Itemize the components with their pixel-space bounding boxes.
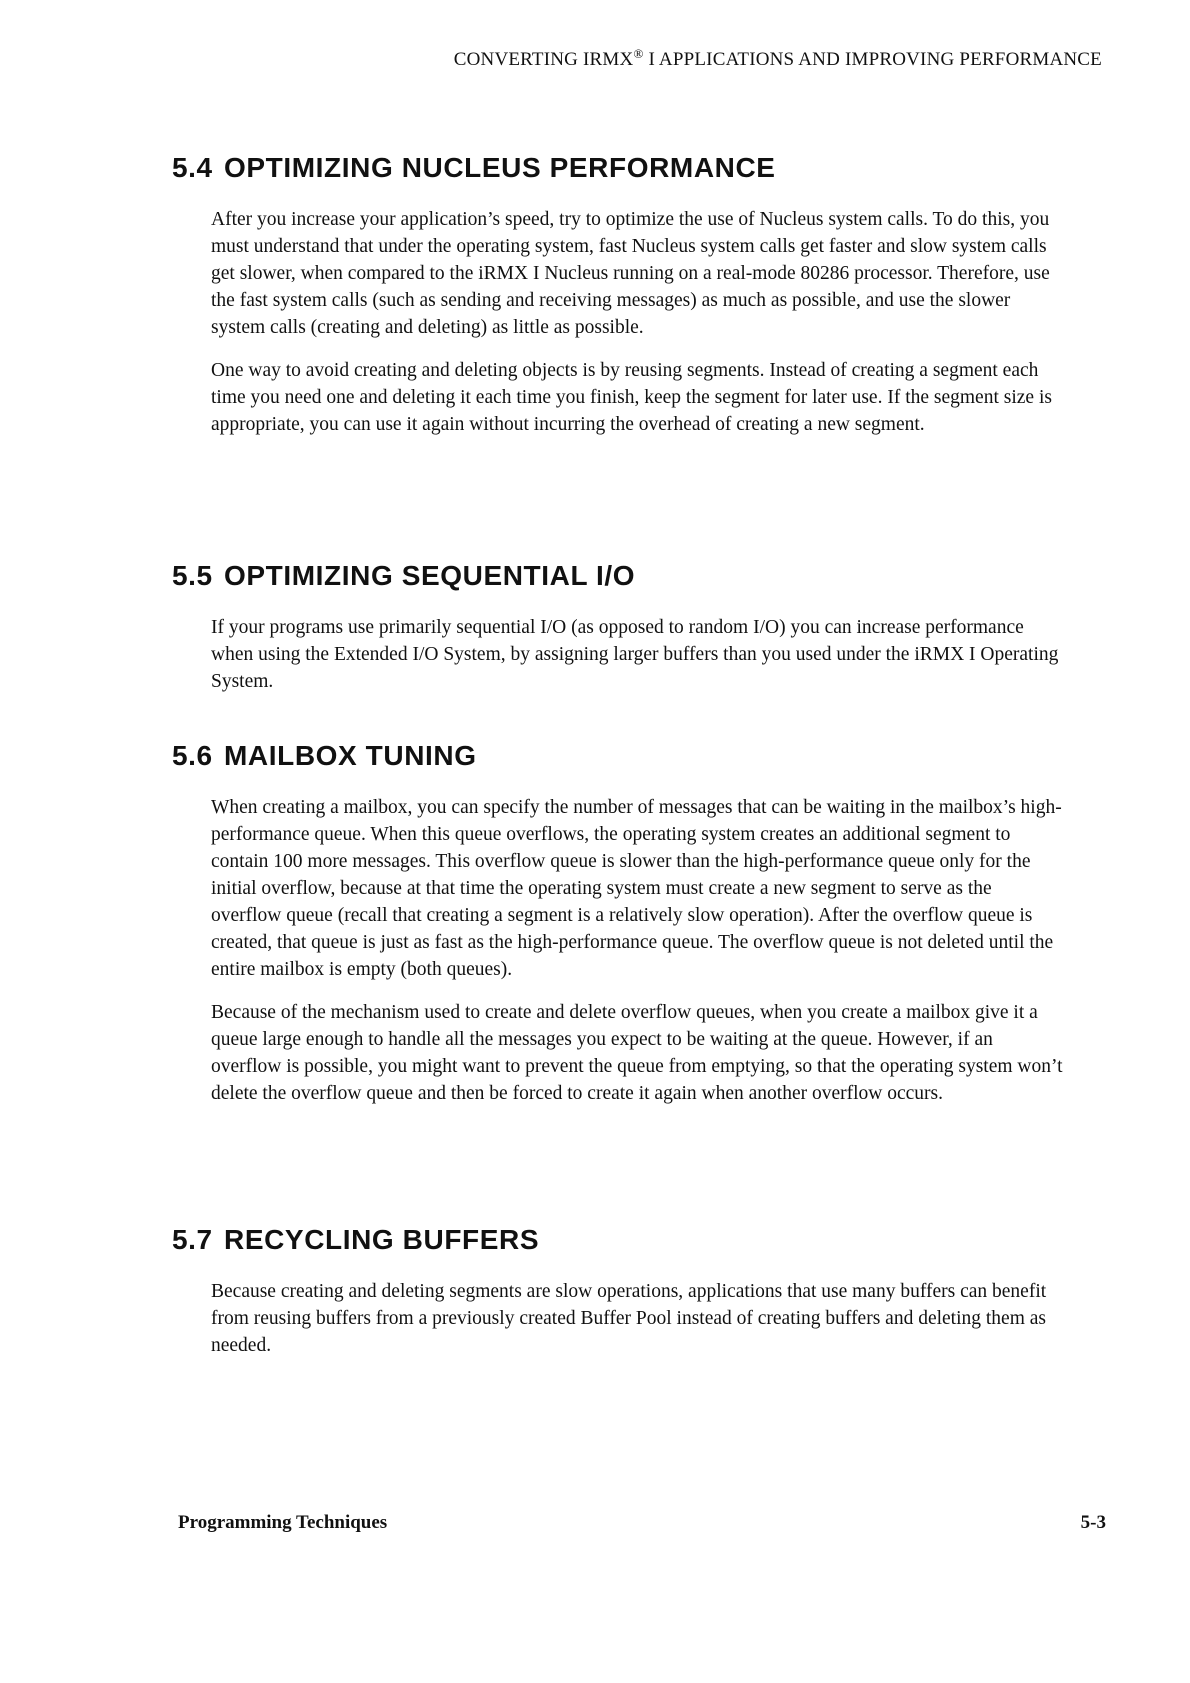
paragraph: If your programs use primarily sequential I/O (as opposed to random I/O) you can increase performance when using the Extended I/O System, by assigning larger buffers than you used under the iRMX I Operating System. (211, 617, 1059, 692)
paragraph: Because creating and deleting segments are slow operations, applications that use many buffers can benefit from reusing buffers from a previously created Buffer Pool instead of creating buffers and deleting them as needed. (211, 1281, 1047, 1356)
footer-manual-title: Programming Techniques (178, 1512, 388, 1533)
paragraph: When creating a mailbox, you can specify the number of messages that can be waiting in the mailbox’s high-performance queue. When this queue overflows, the operating system creates an additional segment to contain 100 more messages. This overflow queue is slower than the high-performance queue only for the initial overflow, because at that time the operating system must create a new segment to serve as the overflow queue (recall that creating a segment is a relatively slow operation). After the overflow queue is created, that queue is just as fast as the high-performance queue. The overflow queue is not deleted until the entire mailbox is empty (both queues). (211, 797, 1062, 980)
running-header-text-end: I APPLICATIONS AND IMPROVING PERFORMANCE (643, 49, 1102, 70)
footer-page-number: 5-3 (1080, 1512, 1106, 1533)
section-5-7 (172, 1224, 1072, 1359)
section-number: 5.6 (172, 740, 213, 771)
running-header (0, 46, 1102, 71)
section-title: MAILBOX TUNING (224, 740, 477, 771)
section-heading (172, 560, 1072, 592)
paragraph: After you increase your application’s speed, try to optimize the use of Nucleus system calls. To do this, you must understand that under the operating system, fast Nucleus system calls get faster and slow system calls get slower, when compared to the iRMX I Nucleus running on a real-mode 80286 processor. Therefore, use the fast system calls (such as sending and receiving messages) as much as possible, and use the slower system calls (creating and deleting) as little as possible. (211, 209, 1050, 338)
section-body (172, 794, 1072, 1107)
section-body (172, 614, 1072, 695)
registered-trademark-mark: ® (633, 46, 644, 61)
section-number: 5.4 (172, 152, 213, 183)
section-title: OPTIMIZING SEQUENTIAL I/O (224, 560, 636, 591)
paragraph: Because of the mechanism used to create and delete overflow queues, when you create a mailbox give it a queue large enough to handle all the messages you expect to be waiting at the queue. However, if an overflow is possible, you might want to prevent the queue from emptying, so that the operating system won’t delete the overflow queue and then be forced to create it again when another overflow occurs. (211, 1002, 1063, 1104)
section-body (172, 206, 1072, 438)
section-number: 5.5 (172, 560, 213, 591)
running-header-text-start: CONVERTING IRMX (453, 49, 634, 70)
section-5-4 (172, 152, 1072, 438)
section-number: 5.7 (172, 1224, 213, 1255)
section-title: OPTIMIZING NUCLEUS PERFORMANCE (224, 152, 776, 183)
section-body (172, 1278, 1072, 1359)
page-footer (178, 1512, 1106, 1534)
section-heading (172, 740, 1072, 772)
section-heading (172, 1224, 1072, 1256)
paragraph: One way to avoid creating and deleting objects is by reusing segments. Instead of creating a segment each time you need one and deleting it each time you finish, keep the segment for later use. If the segment size is appropriate, you can use it again without incurring the overhead of creating a new segment. (211, 360, 1052, 435)
section-title: RECYCLING BUFFERS (224, 1224, 540, 1255)
section-heading (172, 152, 1072, 184)
section-5-6 (172, 740, 1072, 1107)
section-5-5 (172, 560, 1072, 695)
